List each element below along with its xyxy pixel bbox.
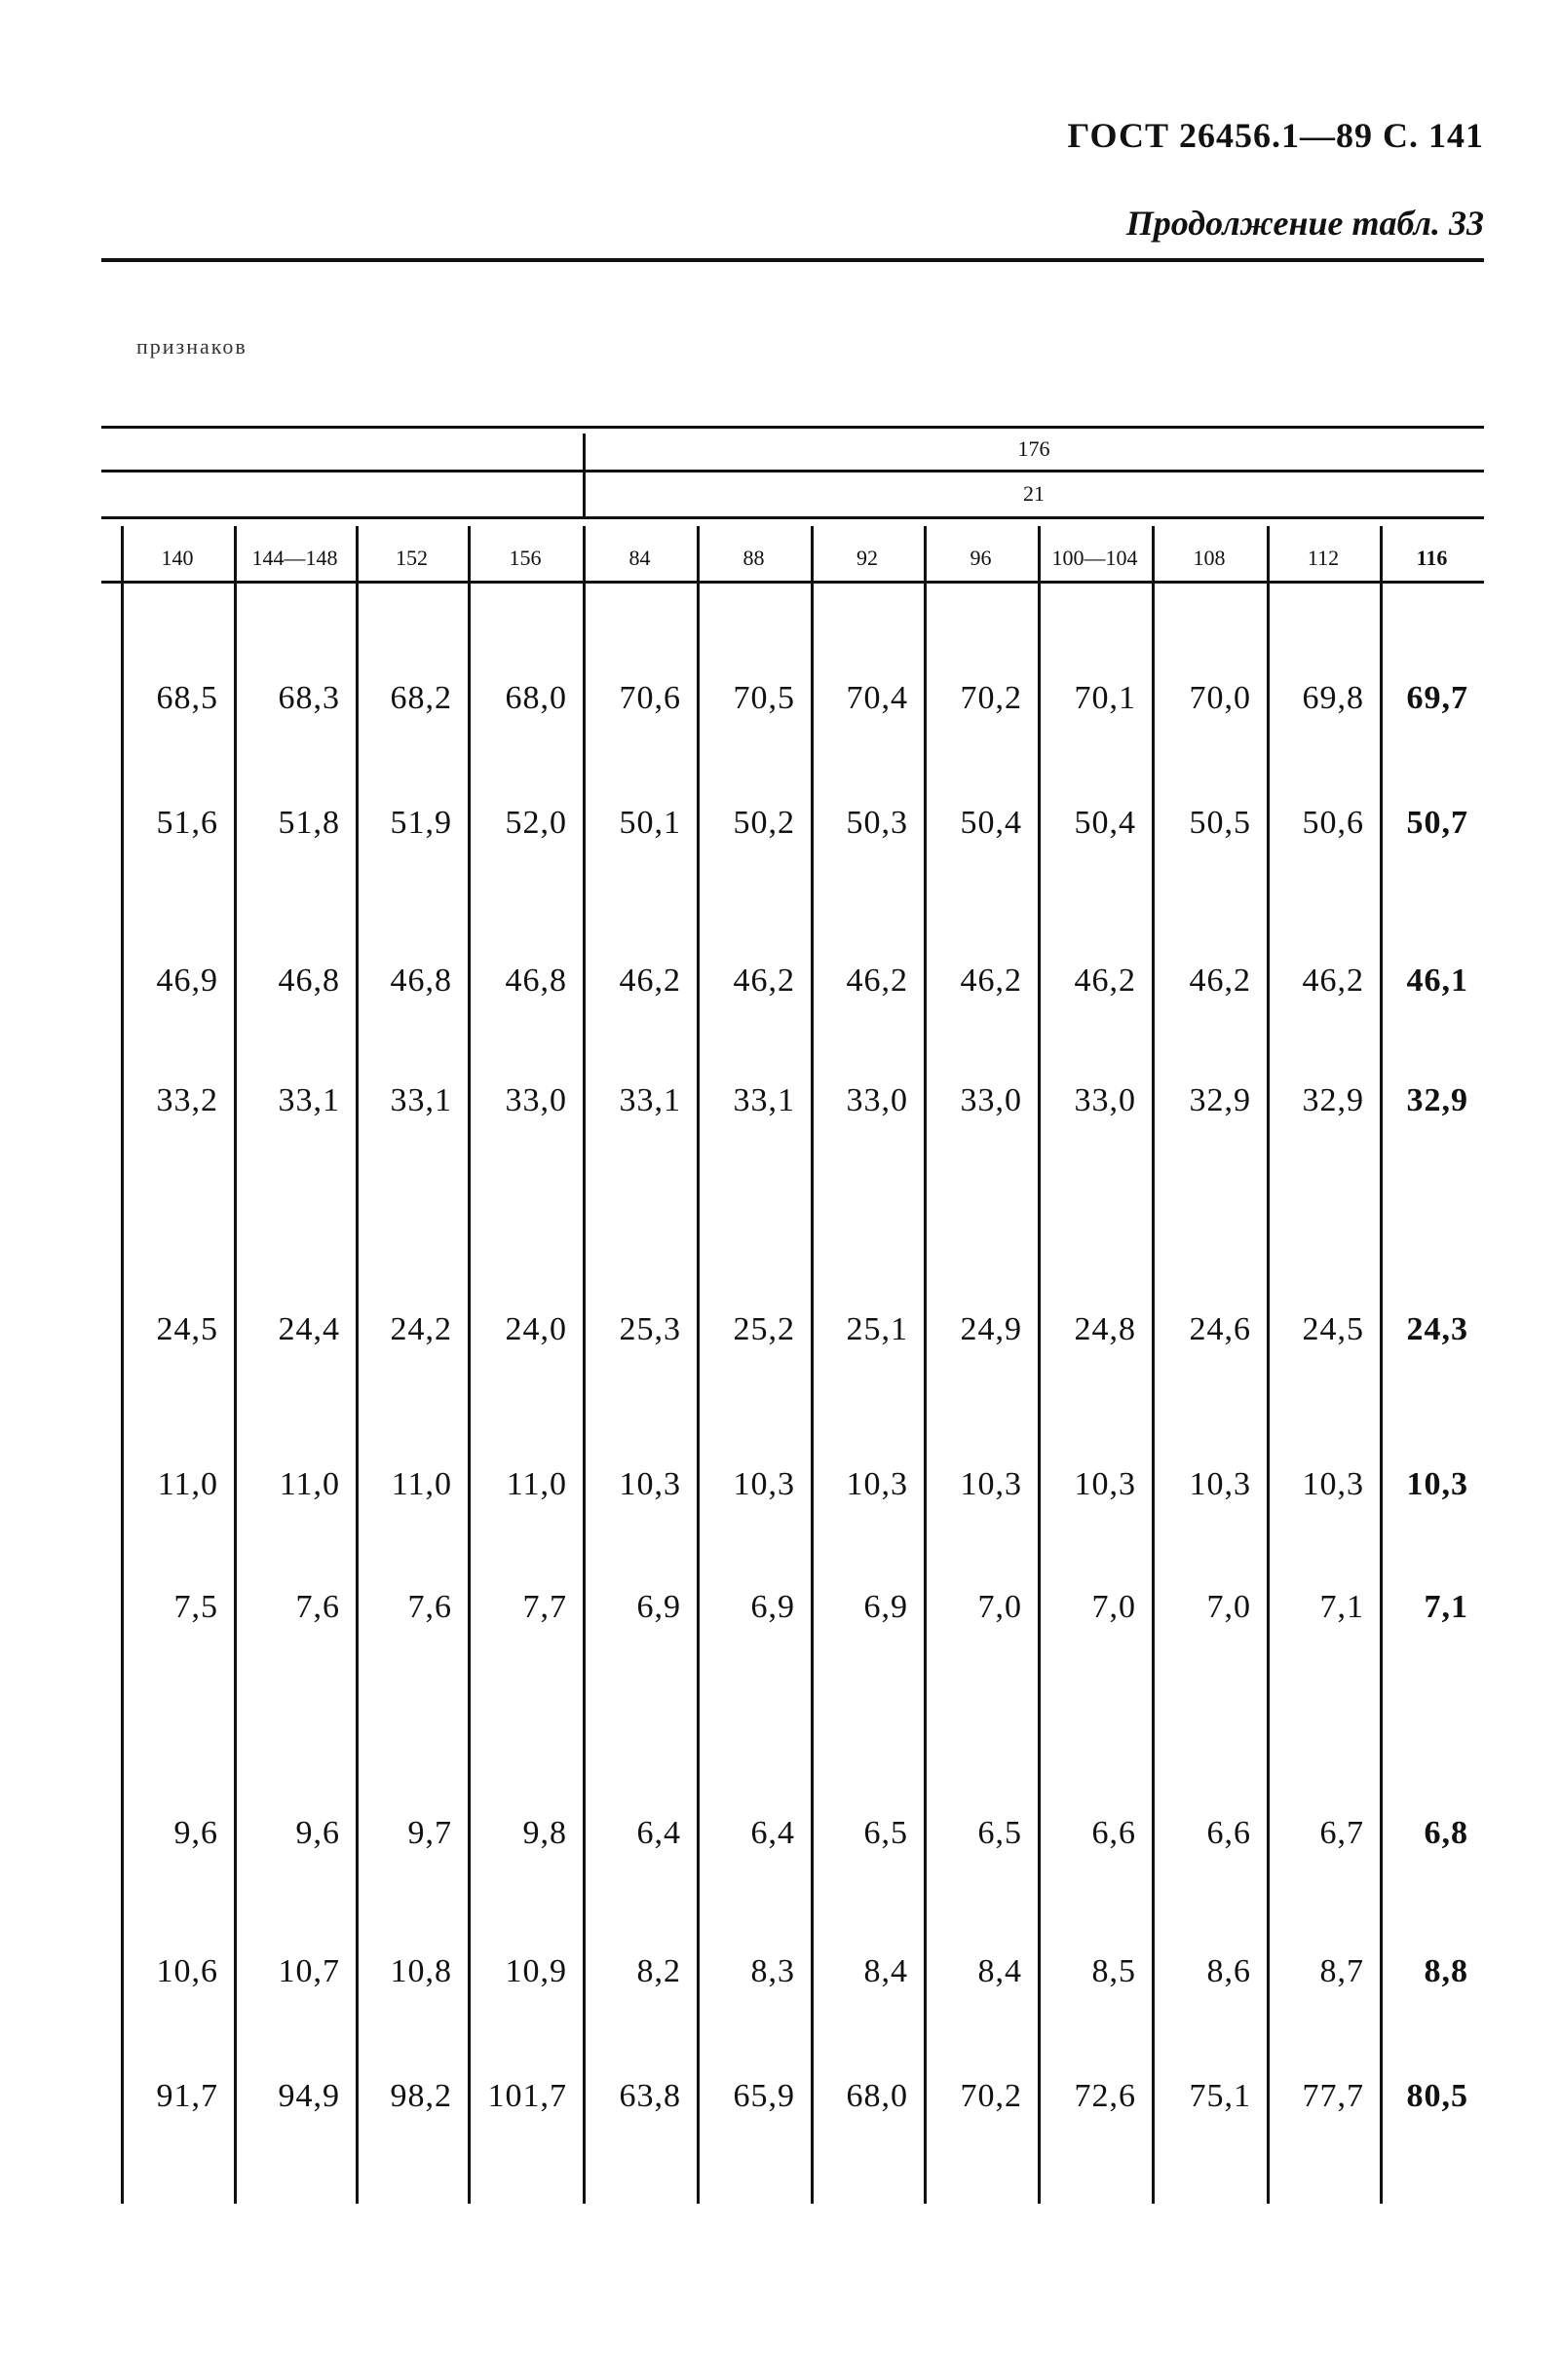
table-cell: 10,3 (1074, 1466, 1136, 1502)
column-divider (697, 526, 700, 2204)
table-cell: 68,3 (278, 680, 340, 716)
header-rule (101, 258, 1484, 262)
table-cell: 7,6 (407, 1589, 452, 1625)
column-header: 108 (1193, 546, 1226, 570)
table-cell: 8,6 (1206, 1953, 1251, 1989)
table-cell: 70,6 (619, 680, 681, 716)
table-cell: 68,5 (156, 680, 218, 716)
table-cell: 10,3 (1189, 1466, 1251, 1502)
table-cell: 6,9 (636, 1589, 681, 1625)
table-cell: 7,0 (1206, 1589, 1251, 1625)
table-cell: 75,1 (1189, 2078, 1251, 2114)
table-cell: 10,3 (960, 1466, 1022, 1502)
table-cell: 70,5 (733, 680, 795, 716)
table-cell: 6,9 (863, 1589, 908, 1625)
column-header: 156 (509, 546, 542, 570)
table-cell: 46,2 (846, 963, 908, 999)
table-cell: 46,2 (1302, 963, 1364, 999)
table-cell: 7,6 (295, 1589, 340, 1625)
table-cell: 8,7 (1319, 1953, 1364, 1989)
column-header: 88 (742, 546, 765, 570)
table-cell: 33,1 (733, 1082, 795, 1118)
table-cell: 7,0 (1091, 1589, 1136, 1625)
column-divider (924, 526, 927, 2204)
column-divider (1380, 526, 1383, 2204)
table-cell: 50,5 (1189, 805, 1251, 841)
table-cell: 32,9 (1406, 1082, 1468, 1118)
table-rule-columns (101, 581, 1484, 584)
table-cell: 68,0 (846, 2078, 908, 2114)
table-cell: 6,9 (750, 1589, 795, 1625)
column-divider (121, 526, 124, 2204)
table-cell: 32,9 (1302, 1082, 1364, 1118)
group-header-21: 21 (1023, 481, 1045, 506)
table-cell: 24,0 (505, 1311, 567, 1347)
table-cell: 10,8 (390, 1953, 452, 1989)
table-cell: 72,6 (1074, 2078, 1136, 2114)
table-cell: 25,2 (733, 1311, 795, 1347)
table-cell: 10,6 (156, 1953, 218, 1989)
table-cell: 9,6 (295, 1815, 340, 1851)
table-cell: 33,1 (278, 1082, 340, 1118)
group-header-176: 176 (1017, 436, 1050, 461)
table-cell: 51,8 (278, 805, 340, 841)
table-cell: 52,0 (505, 805, 567, 841)
table-rule-group2 (101, 516, 1484, 519)
table-cell: 33,2 (156, 1082, 218, 1118)
table-cell: 8,3 (750, 1953, 795, 1989)
table-cell: 68,2 (390, 680, 452, 716)
table-cell: 7,0 (977, 1589, 1022, 1625)
column-header: 116 (1416, 546, 1448, 570)
table-cell: 70,2 (960, 2078, 1022, 2114)
table-cell: 10,3 (619, 1466, 681, 1502)
table-cell: 50,6 (1302, 805, 1364, 841)
table-cell: 8,5 (1091, 1953, 1136, 1989)
column-header: 152 (396, 546, 428, 570)
table-cell: 33,0 (846, 1082, 908, 1118)
table-cell: 11,0 (506, 1466, 567, 1502)
table-cell: 46,2 (1074, 963, 1136, 999)
column-divider (356, 526, 359, 2204)
table-cell: 24,3 (1406, 1311, 1468, 1347)
table-cell: 8,4 (977, 1953, 1022, 1989)
table-cell: 24,2 (390, 1311, 452, 1347)
table-top-rule (101, 426, 1484, 429)
table-cell: 69,8 (1302, 680, 1364, 716)
table-cell: 46,9 (156, 963, 218, 999)
table-cell: 69,7 (1406, 680, 1468, 716)
table-cell: 94,9 (278, 2078, 340, 2114)
column-divider (1152, 526, 1155, 2204)
column-divider (468, 526, 471, 2204)
table-cell: 33,1 (619, 1082, 681, 1118)
table-cell: 8,4 (863, 1953, 908, 1989)
table-cell: 9,8 (522, 1815, 567, 1851)
table-cell: 50,4 (1074, 805, 1136, 841)
column-divider (811, 526, 814, 2204)
table-cell: 46,8 (390, 963, 452, 999)
table-cell: 24,6 (1189, 1311, 1251, 1347)
table-cell: 46,8 (278, 963, 340, 999)
table-cell: 77,7 (1302, 2078, 1364, 2114)
column-header: 92 (856, 546, 878, 570)
table-cell: 7,1 (1424, 1589, 1468, 1625)
table-cell: 91,7 (156, 2078, 218, 2114)
column-divider (1267, 526, 1270, 2204)
table-cell: 24,8 (1074, 1311, 1136, 1347)
table-cell: 46,2 (960, 963, 1022, 999)
table-cell: 10,3 (846, 1466, 908, 1502)
table-cell: 24,5 (1302, 1311, 1364, 1347)
table-cell: 10,3 (733, 1466, 795, 1502)
table-cell: 33,1 (390, 1082, 452, 1118)
table-cell: 51,9 (390, 805, 452, 841)
table-cell: 7,5 (173, 1589, 218, 1625)
table-cell: 50,4 (960, 805, 1022, 841)
table-cell: 10,7 (278, 1953, 340, 1989)
table-cell: 10,3 (1406, 1466, 1468, 1502)
table-cell: 70,1 (1074, 680, 1136, 716)
table-cell: 50,7 (1406, 805, 1468, 841)
table-cell: 6,6 (1091, 1815, 1136, 1851)
table-cell: 63,8 (619, 2078, 681, 2114)
table-cell: 11,0 (157, 1466, 218, 1502)
table-cell: 70,4 (846, 680, 908, 716)
table-cell: 50,2 (733, 805, 795, 841)
table-cell: 24,4 (278, 1311, 340, 1347)
column-header: 96 (970, 546, 992, 570)
table-cell: 33,0 (505, 1082, 567, 1118)
table-cell: 25,3 (619, 1311, 681, 1347)
table-cell: 32,9 (1189, 1082, 1251, 1118)
column-header: 140 (161, 546, 194, 570)
table-cell: 9,7 (407, 1815, 452, 1851)
table-cell: 10,3 (1302, 1466, 1364, 1502)
table-cell: 7,1 (1319, 1589, 1364, 1625)
table-cell: 25,1 (846, 1311, 908, 1347)
table-cell: 51,6 (156, 805, 218, 841)
table-cell: 70,2 (960, 680, 1022, 716)
column-header: 144—148 (251, 546, 338, 570)
table-cell: 101,7 (487, 2078, 567, 2114)
table-cell: 80,5 (1406, 2078, 1468, 2114)
column-header: 84 (628, 546, 651, 570)
table-cell: 24,9 (960, 1311, 1022, 1347)
table-cell: 8,8 (1424, 1953, 1468, 1989)
table-rule-group1 (101, 470, 1484, 472)
column-divider (234, 526, 237, 2204)
table-cell: 8,2 (636, 1953, 681, 1989)
table-cell: 6,5 (977, 1815, 1022, 1851)
table-cell: 6,7 (1319, 1815, 1364, 1851)
table-cell: 68,0 (505, 680, 567, 716)
column-divider (583, 526, 586, 2204)
table-continuation-label: Продолжение табл. 33 (1125, 204, 1484, 243)
table-cell: 46,2 (619, 963, 681, 999)
table-cell: 6,6 (1206, 1815, 1251, 1851)
table-cell: 65,9 (733, 2078, 795, 2114)
column-divider (1038, 526, 1041, 2204)
column-header: 100—104 (1051, 546, 1138, 570)
table-cell: 46,2 (733, 963, 795, 999)
table-cell: 9,6 (173, 1815, 218, 1851)
column-header: 112 (1307, 546, 1340, 570)
table-cell: 6,4 (750, 1815, 795, 1851)
table-cell: 6,8 (1424, 1815, 1468, 1851)
table-cell: 50,3 (846, 805, 908, 841)
table-cell: 33,0 (1074, 1082, 1136, 1118)
table-cell: 11,0 (279, 1466, 340, 1502)
table-cell: 24,5 (156, 1311, 218, 1347)
table-cell: 11,0 (391, 1466, 452, 1502)
table-cell: 46,2 (1189, 963, 1251, 999)
table-cell: 46,8 (505, 963, 567, 999)
table-cell: 46,1 (1406, 963, 1468, 999)
table-caption: признаков (136, 334, 247, 359)
table-cell: 6,5 (863, 1815, 908, 1851)
table-cell: 6,4 (636, 1815, 681, 1851)
table-cell: 10,9 (505, 1953, 567, 1989)
table-cell: 7,7 (522, 1589, 567, 1625)
page-header: ГОСТ 26456.1—89 С. 141 (1067, 116, 1484, 155)
table-cell: 70,0 (1189, 680, 1251, 716)
table-cell: 50,1 (619, 805, 681, 841)
table-cell: 98,2 (390, 2078, 452, 2114)
table-cell: 33,0 (960, 1082, 1022, 1118)
